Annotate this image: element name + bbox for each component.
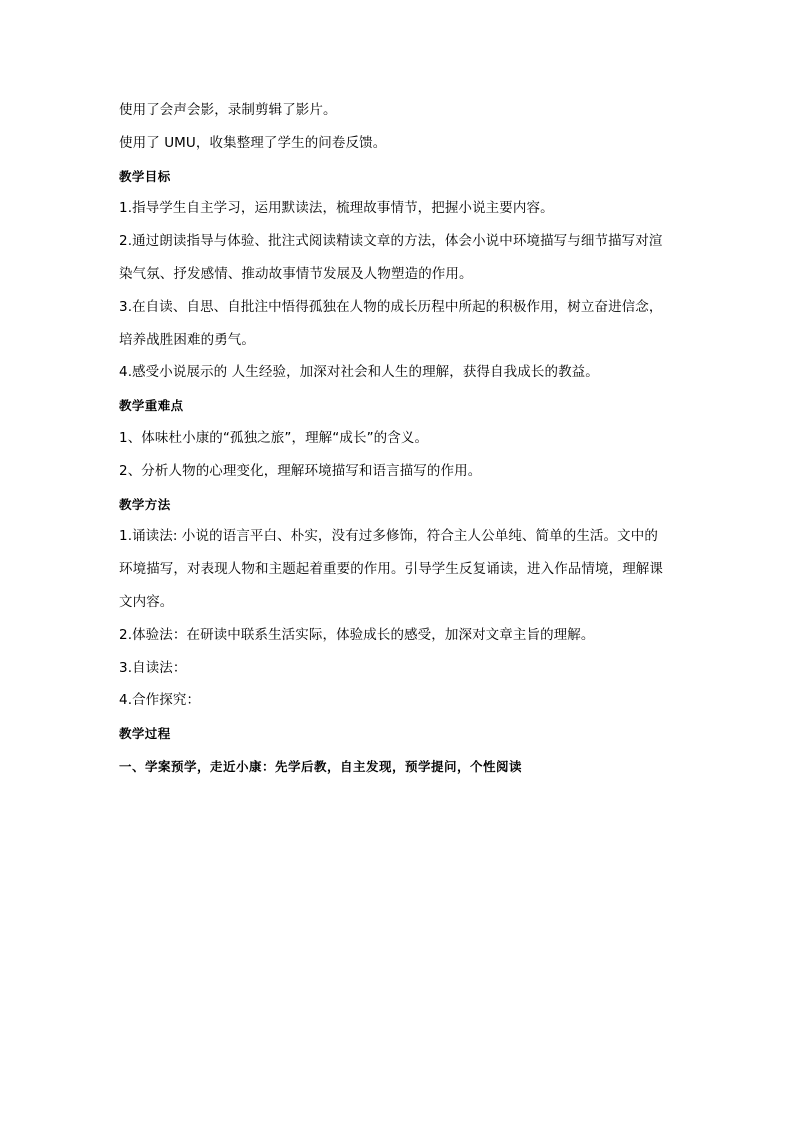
section-heading-methods: 教学方法 — [119, 496, 171, 512]
tool-note-umu: 使用了 UMU，收集整理了学生的问卷反馈。 — [119, 134, 387, 151]
objective-3-line-1: 3.在自读、自思、自批注中悟得孤独在人物的成长历程中所起的积极作用，树立奋进信念， — [119, 298, 663, 315]
key-point-2: 2、分析人物的心理变化，理解环境描写和语言描写的作用。 — [119, 462, 482, 479]
method-1-line-2: 环境描写，对表现人物和主题起着重要的作用。引导学生反复诵读，进入作品情境，理解课 — [119, 561, 663, 578]
objective-4: 4.感受小说展示的 人生经验，加深对社会和人生的理解，获得自我成长的教益。 — [119, 364, 599, 381]
method-1-line-1: 1.诵读法: 小说的语言平白、朴实，没有过多修饰，符合主人公单纯、简单的生活。文中的 — [119, 528, 658, 545]
method-2: 2.体验法：在研读中联系生活实际，体验成长的感受，加深对文章主旨的理解。 — [119, 626, 595, 643]
section-heading-objectives: 教学目标 — [119, 168, 171, 184]
objective-2-line-1: 2.通过朗读指导与体验、批注式阅读精读文章的方法，体会小说中环境描写与细节描写对渲 — [119, 233, 663, 250]
process-step-1: 一、学案预学，走近小康：先学后教，自主发现，预学提问，个性阅读 — [119, 758, 523, 774]
objective-2-line-2: 染气氛、抒发感情、推动故事情节发展及人物塑造的作用。 — [119, 265, 473, 282]
document-body — [119, 100, 679, 789]
objective-1: 1.指导学生自主学习，运用默读法，梳理故事情节，把握小说主要内容。 — [119, 200, 554, 217]
key-point-1: 1、体味杜小康的“孤独之旅”，理解“成长”的含义。 — [119, 429, 429, 446]
tool-note-video: 使用了会声会影，录制剪辑了影片。 — [119, 102, 337, 118]
method-3: 3.自读法： — [119, 659, 187, 676]
method-1-line-3: 文内容。 — [119, 593, 174, 610]
section-heading-key-points: 教学重难点 — [119, 398, 184, 414]
objective-3-line-2: 培养战胜困难的勇气。 — [119, 331, 255, 348]
method-4: 4.合作探究： — [119, 692, 201, 709]
section-heading-process: 教学过程 — [119, 726, 171, 742]
